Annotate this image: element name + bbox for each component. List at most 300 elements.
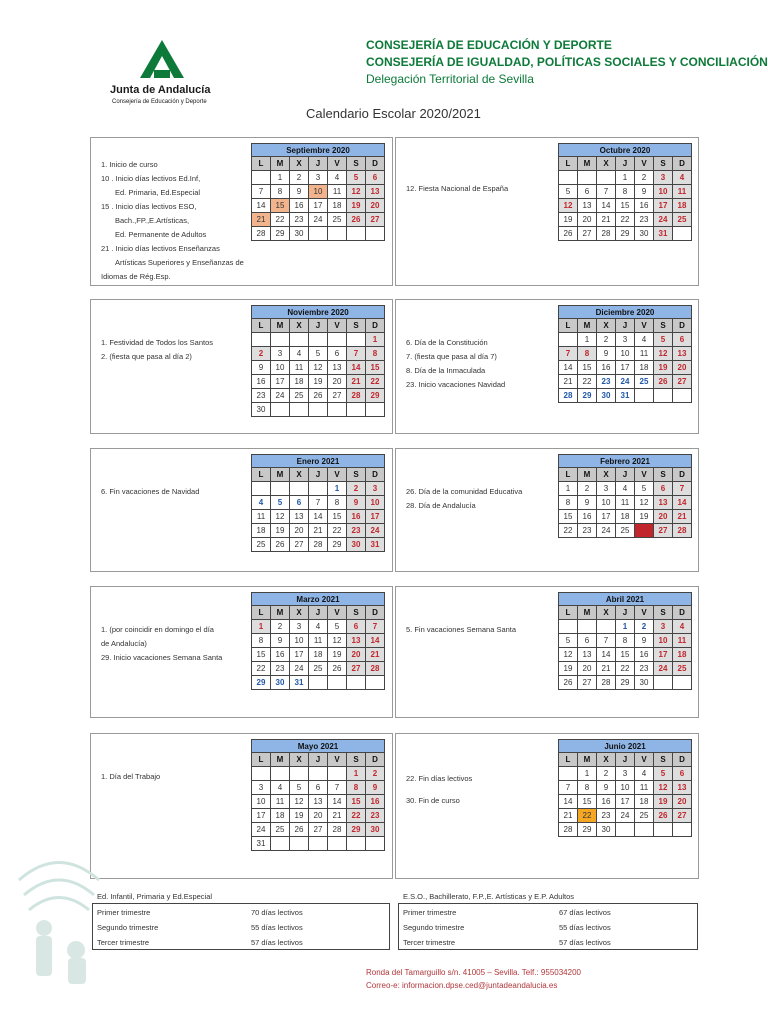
holiday-notes — [406, 772, 472, 808]
day-cell: 7 — [309, 496, 328, 510]
day-cell: 13 — [654, 496, 673, 510]
day-cell — [271, 767, 290, 781]
holiday-notes — [406, 182, 508, 196]
day-cell: 5 — [309, 347, 328, 361]
day-cell: 16 — [347, 510, 366, 524]
day-cell: 31 — [366, 538, 385, 552]
day-cell: 1 — [559, 482, 578, 496]
day-cell: 13 — [290, 510, 309, 524]
day-cell: 1 — [578, 767, 597, 781]
day-cell: 30 — [597, 389, 616, 403]
day-cell: 15 — [559, 510, 578, 524]
day-cell: 15 — [347, 795, 366, 809]
day-cell: 23 — [271, 662, 290, 676]
day-cell: 29 — [616, 227, 635, 241]
holiday-notes — [101, 158, 244, 284]
day-cell: 25 — [635, 809, 654, 823]
summary-row-value: 55 días lectivos — [559, 923, 611, 932]
day-cell: 8 — [578, 781, 597, 795]
junta-emblem-icon — [140, 40, 184, 82]
day-cell: 20 — [290, 524, 309, 538]
day-cell — [559, 171, 578, 185]
day-cell — [309, 482, 328, 496]
weekday-header: M — [578, 319, 597, 333]
day-cell: 28 — [366, 662, 385, 676]
day-cell: 26 — [559, 227, 578, 241]
day-cell: 19 — [309, 375, 328, 389]
day-cell: 1 — [578, 333, 597, 347]
day-cell: 3 — [271, 347, 290, 361]
day-cell — [309, 837, 328, 851]
day-cell: 30 — [635, 227, 654, 241]
day-cell: 2 — [347, 482, 366, 496]
weekday-header: V — [635, 606, 654, 620]
note-line: 1. Festividad de Todos los Santos — [101, 338, 214, 347]
weekday-header: L — [252, 157, 271, 171]
day-cell: 10 — [654, 185, 673, 199]
day-cell: 12 — [328, 634, 347, 648]
month-panel-right — [395, 137, 699, 286]
day-cell — [654, 389, 673, 403]
day-cell: 27 — [309, 823, 328, 837]
day-cell: 7 — [559, 347, 578, 361]
day-cell: 30 — [366, 823, 385, 837]
day-cell — [578, 171, 597, 185]
day-cell — [309, 767, 328, 781]
summary-row-label: Primer trimestre — [403, 908, 457, 917]
day-cell: 8 — [616, 185, 635, 199]
day-cell: 3 — [366, 482, 385, 496]
logo-subtitle: Consejería de Educación y Deporte — [112, 99, 207, 105]
day-cell: 13 — [309, 795, 328, 809]
day-cell — [673, 823, 692, 837]
day-cell: 21 — [252, 213, 271, 227]
day-cell: 24 — [309, 213, 328, 227]
day-cell: 28 — [309, 538, 328, 552]
day-cell: 15 — [616, 648, 635, 662]
day-cell: 28 — [559, 823, 578, 837]
footer-email[interactable]: Correo-e: informacion.dpse.ced@juntadeandalucia.es — [366, 981, 558, 990]
day-cell: 18 — [673, 199, 692, 213]
day-cell: 2 — [290, 171, 309, 185]
note-line: de Andalucía) — [101, 639, 147, 648]
weekday-header: S — [347, 157, 366, 171]
weekday-header: J — [309, 468, 328, 482]
day-cell — [347, 676, 366, 690]
day-cell: 1 — [252, 620, 271, 634]
day-cell: 9 — [597, 347, 616, 361]
day-cell: 27 — [347, 662, 366, 676]
weekday-header: L — [252, 468, 271, 482]
day-cell: 18 — [673, 648, 692, 662]
holiday-notes — [101, 623, 222, 665]
day-cell: 5 — [635, 482, 654, 496]
summary-row-label: Tercer trimestre — [403, 938, 456, 947]
day-cell: 9 — [635, 634, 654, 648]
note-line: Bach.,FP.,E.Artísticas, — [115, 216, 190, 225]
day-cell: 25 — [290, 389, 309, 403]
day-cell — [366, 676, 385, 690]
day-cell: 21 — [673, 510, 692, 524]
day-cell: 8 — [347, 781, 366, 795]
day-cell: 5 — [271, 496, 290, 510]
note-line: 15 . Inicio días lectivos ESO, — [101, 202, 197, 211]
weekday-header: S — [654, 157, 673, 171]
weekday-header: X — [290, 319, 309, 333]
day-cell: 22 — [559, 524, 578, 538]
day-cell: 2 — [578, 482, 597, 496]
day-cell: 8 — [252, 634, 271, 648]
note-line: 21 . Inicio días lectivos Enseñanzas — [101, 244, 220, 253]
summary-row-label: Tercer trimestre — [97, 938, 150, 947]
day-cell: 26 — [271, 538, 290, 552]
day-cell: 11 — [635, 781, 654, 795]
day-cell: 17 — [616, 361, 635, 375]
day-cell: 15 — [328, 510, 347, 524]
day-cell: 5 — [654, 767, 673, 781]
day-cell: 12 — [654, 781, 673, 795]
day-cell — [347, 333, 366, 347]
day-cell: 16 — [635, 199, 654, 213]
day-cell: 3 — [309, 171, 328, 185]
day-cell: 4 — [309, 620, 328, 634]
day-cell: 16 — [271, 648, 290, 662]
day-cell: 21 — [597, 213, 616, 227]
month-title: Marzo 2021 — [252, 593, 385, 606]
day-cell: 24 — [597, 524, 616, 538]
holiday-notes — [101, 770, 160, 784]
weekday-header: D — [673, 753, 692, 767]
month-calendar — [251, 454, 385, 552]
month-title: Enero 2021 — [252, 455, 385, 468]
day-cell: 23 — [347, 524, 366, 538]
month-title: Septiembre 2020 — [252, 144, 385, 157]
day-cell — [309, 676, 328, 690]
day-cell: 22 — [578, 809, 597, 823]
month-panel-left — [90, 448, 393, 572]
day-cell — [616, 823, 635, 837]
day-cell — [654, 823, 673, 837]
weekday-header: V — [635, 753, 654, 767]
day-cell: 26 — [654, 809, 673, 823]
day-cell: 19 — [347, 199, 366, 213]
day-cell: 14 — [597, 648, 616, 662]
day-cell: 11 — [290, 361, 309, 375]
month-calendar — [558, 454, 692, 538]
weekday-header: M — [271, 319, 290, 333]
day-cell: 25 — [271, 823, 290, 837]
day-cell — [309, 227, 328, 241]
summary-row-label: Segundo trimestre — [97, 923, 159, 932]
day-cell: 6 — [328, 347, 347, 361]
weekday-header: L — [252, 753, 271, 767]
holiday-notes — [101, 485, 199, 499]
day-cell: 14 — [309, 510, 328, 524]
day-cell: 7 — [328, 781, 347, 795]
day-cell: 3 — [616, 767, 635, 781]
weekday-header: D — [366, 157, 385, 171]
day-cell: 1 — [271, 171, 290, 185]
day-cell: 29 — [328, 538, 347, 552]
day-cell — [366, 227, 385, 241]
day-cell: 19 — [654, 361, 673, 375]
summary-row-label: Segundo trimestre — [403, 923, 465, 932]
day-cell: 19 — [654, 795, 673, 809]
day-cell: 25 — [328, 213, 347, 227]
day-cell: 3 — [616, 333, 635, 347]
day-cell: 2 — [597, 333, 616, 347]
day-cell: 10 — [597, 496, 616, 510]
weekday-header: L — [559, 319, 578, 333]
holiday-notes — [101, 336, 213, 364]
weekday-header: X — [290, 157, 309, 171]
day-cell — [328, 837, 347, 851]
day-cell: 24 — [290, 662, 309, 676]
day-cell: 6 — [578, 634, 597, 648]
delegation-title: Delegación Territorial de Sevilla — [366, 72, 534, 86]
day-cell: 21 — [559, 375, 578, 389]
day-cell: 21 — [328, 809, 347, 823]
day-cell — [271, 403, 290, 417]
summary-row-value: 55 días lectivos — [251, 923, 303, 932]
day-cell: 20 — [673, 795, 692, 809]
day-cell: 19 — [290, 809, 309, 823]
day-cell: 31 — [252, 837, 271, 851]
weekday-header: V — [328, 606, 347, 620]
weekday-header: V — [635, 319, 654, 333]
note-line: 1. Inicio de curso — [101, 160, 158, 169]
day-cell: 18 — [635, 795, 654, 809]
day-cell: 1 — [328, 482, 347, 496]
day-cell: 5 — [347, 171, 366, 185]
day-cell: 29 — [347, 823, 366, 837]
day-cell: 1 — [616, 620, 635, 634]
day-cell: 2 — [635, 620, 654, 634]
day-cell: 14 — [252, 199, 271, 213]
summary-secondary-box — [398, 903, 698, 950]
month-calendar — [251, 143, 385, 241]
day-cell — [252, 333, 271, 347]
day-cell: 13 — [347, 634, 366, 648]
day-cell: 23 — [366, 809, 385, 823]
day-cell: 15 — [271, 199, 290, 213]
day-cell: 21 — [597, 662, 616, 676]
month-panel-right — [395, 733, 699, 879]
day-cell: 7 — [597, 634, 616, 648]
day-cell: 11 — [271, 795, 290, 809]
month-title: Febrero 2021 — [559, 455, 692, 468]
day-cell: 12 — [309, 361, 328, 375]
weekday-header: J — [309, 753, 328, 767]
day-cell: 1 — [366, 333, 385, 347]
month-panel-right — [395, 586, 699, 718]
weekday-header: X — [290, 753, 309, 767]
note-line: 12. Fiesta Nacional de España — [406, 184, 509, 193]
weekday-header: D — [366, 468, 385, 482]
day-cell: 12 — [654, 347, 673, 361]
day-cell: 15 — [366, 361, 385, 375]
day-cell: 24 — [366, 524, 385, 538]
note-line: 7. (fiesta que pasa al día 7) — [406, 352, 497, 361]
footer-address: Ronda del Tamarguillo s/n. 41005 – Sevilla. Telf.: 955034200 — [366, 968, 581, 977]
day-cell: 14 — [559, 795, 578, 809]
day-cell: 24 — [616, 375, 635, 389]
day-cell: 24 — [654, 662, 673, 676]
consejeria-equality: CONSEJERÍA DE IGUALDAD, POLÍTICAS SOCIALES Y CONCILIACIÓN — [366, 55, 768, 69]
day-cell: 30 — [271, 676, 290, 690]
note-line: 10 . Inicio días lectivos Ed.Inf, — [101, 174, 201, 183]
day-cell: 20 — [578, 662, 597, 676]
day-cell: 8 — [366, 347, 385, 361]
weekday-header: J — [309, 606, 328, 620]
day-cell: 17 — [654, 648, 673, 662]
day-cell — [328, 227, 347, 241]
watermark-emblem-icon — [14, 840, 104, 1000]
day-cell: 13 — [578, 648, 597, 662]
month-calendar — [558, 592, 692, 690]
day-cell: 1 — [347, 767, 366, 781]
day-cell: 4 — [635, 767, 654, 781]
day-cell: 25 — [673, 213, 692, 227]
weekday-header: X — [290, 468, 309, 482]
day-cell: 17 — [290, 648, 309, 662]
note-line: Idiomas de Rég.Esp. — [101, 272, 171, 281]
consejeria-education: CONSEJERÍA DE EDUCACIÓN Y DEPORTE — [366, 38, 612, 52]
weekday-header: J — [616, 468, 635, 482]
weekday-header: L — [252, 319, 271, 333]
day-cell — [252, 482, 271, 496]
day-cell: 27 — [290, 538, 309, 552]
summary-row-value: 57 días lectivos — [559, 938, 611, 947]
note-line: Artísticas Superiores y Enseñanzas de — [115, 258, 244, 267]
weekday-header: S — [347, 606, 366, 620]
month-panel-left — [90, 299, 393, 434]
note-line: 29. Inicio vacaciones Semana Santa — [101, 653, 223, 662]
day-cell: 6 — [673, 333, 692, 347]
month-calendar — [251, 305, 385, 417]
day-cell — [366, 837, 385, 851]
month-panel-right — [395, 299, 699, 434]
note-line: 22. Fin días lectivos — [406, 774, 473, 783]
day-cell: 20 — [366, 199, 385, 213]
day-cell: 9 — [366, 781, 385, 795]
day-cell: 29 — [252, 676, 271, 690]
weekday-header: M — [271, 468, 290, 482]
weekday-header: V — [635, 468, 654, 482]
day-cell: 4 — [271, 781, 290, 795]
day-cell — [673, 676, 692, 690]
day-cell: 26 — [347, 213, 366, 227]
day-cell: 7 — [673, 482, 692, 496]
day-cell: 14 — [347, 361, 366, 375]
day-cell — [328, 333, 347, 347]
day-cell: 3 — [654, 620, 673, 634]
day-cell: 20 — [654, 510, 673, 524]
day-cell: 28 — [559, 389, 578, 403]
day-cell: 20 — [328, 375, 347, 389]
day-cell: 17 — [654, 199, 673, 213]
summary-row-value: 57 días lectivos — [251, 938, 303, 947]
note-line: 2. (fiesta que pasa al día 2) — [101, 352, 192, 361]
day-cell: 10 — [290, 634, 309, 648]
day-cell: 15 — [578, 795, 597, 809]
day-cell: 3 — [654, 171, 673, 185]
month-title: Octubre 2020 — [559, 144, 692, 157]
day-cell: 22 — [578, 375, 597, 389]
day-cell: 2 — [271, 620, 290, 634]
day-cell: 5 — [290, 781, 309, 795]
weekday-header: J — [616, 319, 635, 333]
day-cell: 10 — [616, 781, 635, 795]
note-line: 6. Día de la Constitución — [406, 338, 488, 347]
day-cell: 21 — [309, 524, 328, 538]
day-cell: 24 — [616, 809, 635, 823]
day-cell: 3 — [252, 781, 271, 795]
weekday-header: M — [271, 157, 290, 171]
weekday-header: S — [654, 319, 673, 333]
day-cell — [309, 403, 328, 417]
day-cell: 14 — [328, 795, 347, 809]
day-cell: 20 — [578, 213, 597, 227]
weekday-header: M — [578, 468, 597, 482]
day-cell: 23 — [597, 809, 616, 823]
month-panel-right — [395, 448, 699, 572]
day-cell: 27 — [654, 524, 673, 538]
day-cell: 8 — [616, 634, 635, 648]
day-cell: 19 — [559, 662, 578, 676]
day-cell — [673, 227, 692, 241]
day-cell: 6 — [578, 185, 597, 199]
day-cell: 16 — [578, 510, 597, 524]
day-cell: 25 — [616, 524, 635, 538]
day-cell: 9 — [635, 185, 654, 199]
day-cell: 25 — [635, 375, 654, 389]
day-cell — [347, 403, 366, 417]
day-cell: 17 — [252, 809, 271, 823]
day-cell: 18 — [635, 361, 654, 375]
day-cell: 30 — [347, 538, 366, 552]
day-cell: 26 — [654, 375, 673, 389]
day-cell: 21 — [366, 648, 385, 662]
weekday-header: M — [578, 606, 597, 620]
day-cell: 28 — [597, 676, 616, 690]
day-cell — [597, 620, 616, 634]
day-cell — [290, 837, 309, 851]
day-cell: 24 — [654, 213, 673, 227]
day-cell: 29 — [366, 389, 385, 403]
day-cell: 26 — [559, 676, 578, 690]
weekday-header: L — [559, 753, 578, 767]
weekday-header: D — [673, 606, 692, 620]
day-cell: 13 — [673, 781, 692, 795]
day-cell: 8 — [328, 496, 347, 510]
day-cell — [366, 403, 385, 417]
day-cell: 24 — [252, 823, 271, 837]
summary-primary-box — [92, 903, 390, 950]
day-cell: 22 — [616, 213, 635, 227]
day-cell: 23 — [597, 375, 616, 389]
day-cell — [559, 333, 578, 347]
day-cell — [654, 676, 673, 690]
day-cell: 7 — [366, 620, 385, 634]
day-cell: 6 — [290, 496, 309, 510]
weekday-header: D — [366, 319, 385, 333]
day-cell: 23 — [635, 662, 654, 676]
month-title: Diciembre 2020 — [559, 306, 692, 319]
day-cell: 27 — [578, 227, 597, 241]
day-cell: 4 — [290, 347, 309, 361]
weekday-header: M — [271, 606, 290, 620]
